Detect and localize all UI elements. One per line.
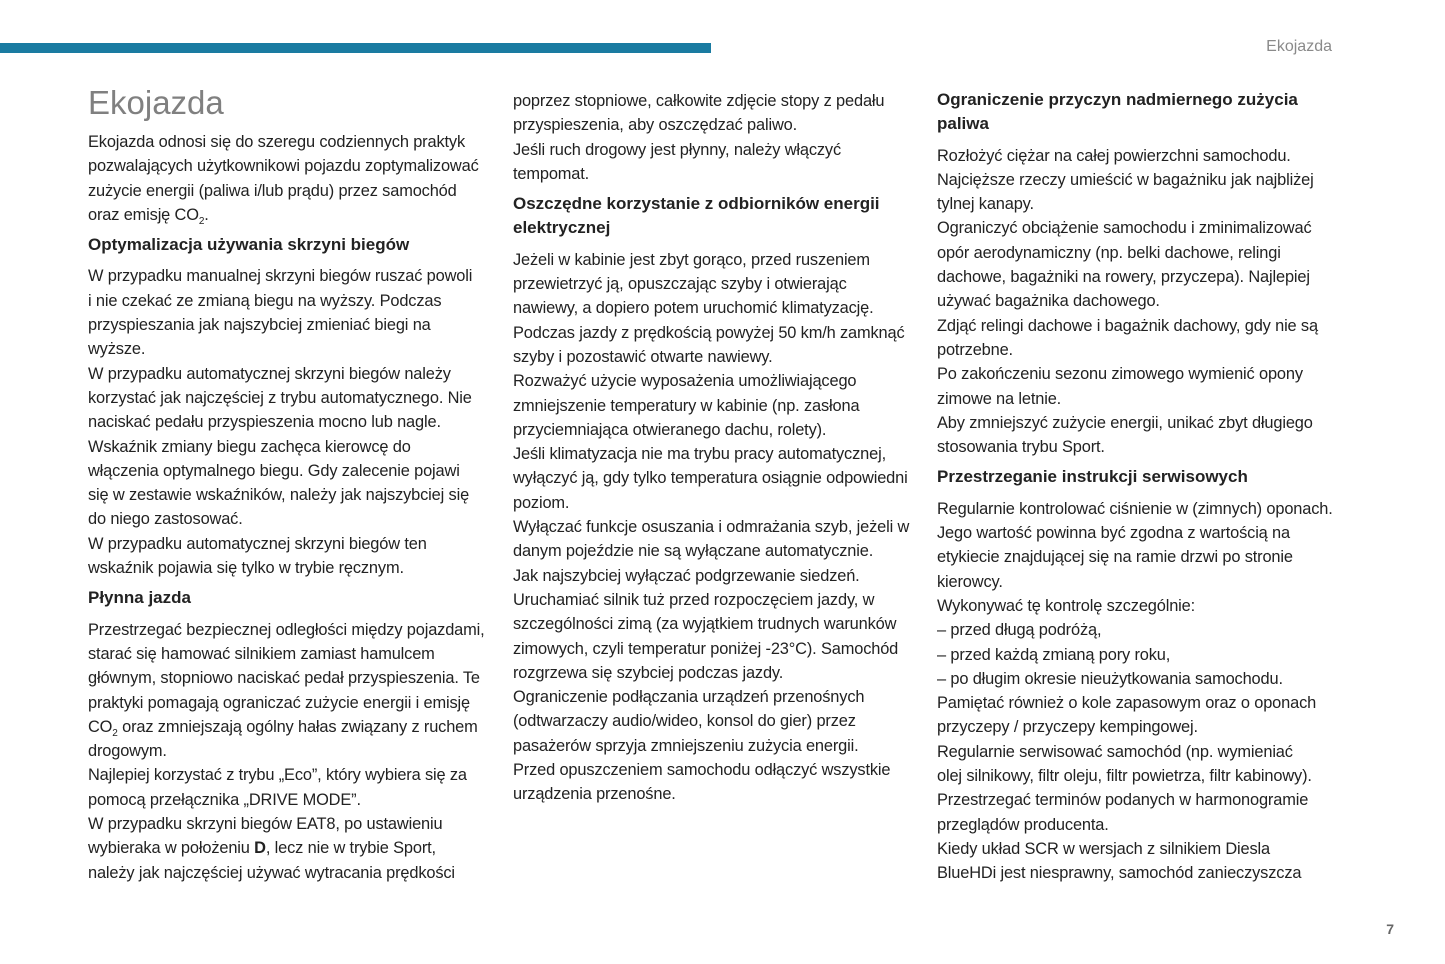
text-line: zużycie energii (paliwa i/lub prądu) przez samochód <box>88 181 457 200</box>
text-line <box>88 203 498 227</box>
text-line: Rozłożyć ciężar na całej powierzchni samochodu. <box>937 146 1291 165</box>
text-line: przeglądów producenta. <box>937 815 1109 834</box>
text-line: Zdjąć relingi dachowe i bagażnik dachowy, gdy nie są <box>937 316 1318 335</box>
text-line: należy jak najczęściej używać wytracania prędkości <box>88 863 455 882</box>
text-line: W przypadku manualnej skrzyni biegów ruszać powoli <box>88 267 473 286</box>
text-line: Jeśli ruch drogowy jest płynny, należy włączyć <box>513 140 842 159</box>
text-line: szyby i pozostawić otwarte nawiewy. <box>513 347 773 366</box>
text-line: głównym, stopniowo naciskać pedał przyspieszenia. Te <box>88 669 480 688</box>
heading-line: Płynna jazda <box>88 588 191 608</box>
text-line: Wskaźnik zmiany biegu zachęca kierowcę do <box>88 437 411 456</box>
text-line: przewietrzyć ją, opuszczając szyby i otwierając <box>513 275 847 294</box>
text-line: Ograniczenie podłączania urządzeń przenośnych <box>513 688 865 707</box>
text-line: Ograniczyć obciążenie samochodu i zminimalizować <box>937 219 1312 238</box>
accent-bar <box>0 43 711 53</box>
section-heading <box>513 192 923 241</box>
text-line: się w zestawie wskaźników, należy jak najszybciej się <box>88 486 470 505</box>
text-line <box>88 836 498 860</box>
paragraph <box>513 89 923 186</box>
text-line: Pamiętać również o kole zapasowym oraz o oponach <box>937 694 1317 713</box>
text-line: wskaźnik pojawia się tylko w trybie ręcznym. <box>88 559 404 578</box>
text-line: Jego wartość powinna być zgodna z wartością na <box>937 524 1290 543</box>
text-line: urządzenia przenośne. <box>513 785 676 804</box>
text-line: pasażerów sprzyja zmniejszeniu zużycia energii. <box>513 736 859 755</box>
subscript: 2 <box>198 215 205 227</box>
text-line: W przypadku automatycznej skrzyni biegów należy <box>88 364 451 383</box>
text-line: włączenia optymalnego biegu. Gdy zalecenie pojawi <box>88 461 460 480</box>
text-line: dachowe, bagażniki na rowery, przyczepa). Najlepiej <box>937 268 1310 287</box>
paragraph <box>937 497 1347 886</box>
column-3 <box>937 88 1347 886</box>
heading-line: paliwa <box>937 114 989 134</box>
text-line: korzystać jak najczęściej z trybu automatycznego. Nie <box>88 388 472 407</box>
section-heading <box>937 465 1347 489</box>
text-line: przyczepy / przyczepy kempingowej. <box>937 718 1198 737</box>
text-segment: oraz emisję CO <box>88 205 199 224</box>
text-line: kierowcy. <box>937 572 1003 591</box>
text-line: – po długim okresie nieużytkowania samochodu. <box>937 669 1283 688</box>
page-number: 7 <box>1386 921 1394 937</box>
text-line: przyspieszania jak najszybciej zmieniać biegi na <box>88 316 431 335</box>
text-line: BlueHDi jest niesprawny, samochód zanieczyszcza <box>937 864 1302 883</box>
text-line: etykiecie znajdującej się na ramie drzwi po stronie <box>937 548 1293 567</box>
text-line: W przypadku automatycznej skrzyni biegów ten <box>88 534 427 553</box>
page-title: Ekojazda <box>88 84 224 121</box>
text-line: poziom. <box>513 493 570 512</box>
text-line: pomocą przełącznika „DRIVE MODE”. <box>88 790 361 809</box>
column-2 <box>513 89 923 807</box>
text-line: Jeśli klimatyzacja nie ma trybu pracy automatycznej, <box>513 445 886 464</box>
heading-line: Oszczędne korzystanie z odbiorników energii <box>513 194 880 214</box>
heading-line: Ograniczenie przyczyn nadmiernego zużycia <box>937 90 1298 109</box>
heading-line: Optymalizacja używania skrzyni biegów <box>88 235 410 255</box>
text-line: do niego zastosować. <box>88 510 243 529</box>
text-line: wyższe. <box>88 340 146 359</box>
paragraph <box>513 248 923 807</box>
text-line: Najcięższe rzeczy umieścić w bagażniku jak najbliżej <box>937 170 1314 189</box>
section-heading <box>88 233 498 257</box>
section-heading <box>88 586 498 610</box>
text-segment: wybieraka w położeniu <box>88 839 255 858</box>
running-header: Ekojazda <box>1266 38 1332 55</box>
subscript: 2 <box>112 727 118 739</box>
text-line: Ekojazda odnosi się do szeregu codziennych praktyk <box>88 133 465 151</box>
paragraph <box>937 144 1347 460</box>
text-line: tylnej kanapy. <box>937 195 1034 214</box>
text-line: naciskać pedału przyspieszenia mocno lub nagle. <box>88 413 441 432</box>
text-line: poprzez stopniowe, całkowite zdjęcie stopy z pedału <box>513 92 885 110</box>
text-line: wyłączyć ją, gdy tylko temperatura osiągnie odpowiedni <box>513 469 908 488</box>
section-heading <box>937 88 1347 137</box>
heading-line: Przestrzeganie instrukcji serwisowych <box>937 467 1248 487</box>
paragraph <box>88 264 498 580</box>
text-line: danym pojeździe nie są wyłączane automatycznie. <box>513 542 874 561</box>
text-line: przyciemniająca otwieranego dachu, rolety). <box>513 420 827 439</box>
text-line: Kiedy układ SCR w wersjach z silnikiem Diesla <box>937 839 1271 858</box>
text-line: olej silnikowy, filtr oleju, filtr powietrza, filtr kabinowy). <box>937 767 1312 786</box>
text-line <box>88 715 498 739</box>
text-line: stosowania trybu Sport. <box>937 438 1105 457</box>
text-segment: . <box>204 205 209 224</box>
text-line: i nie czekać ze zmianą biegu na wyższy. Podczas <box>88 291 442 310</box>
bold-text: D <box>254 839 266 858</box>
text-line: Wykonywać tę kontrolę szczególnie: <box>937 596 1196 615</box>
text-line: przyspieszenia, aby oszczędzać paliwo. <box>513 116 798 135</box>
text-line: Jeżeli w kabinie jest zbyt gorąco, przed ruszeniem <box>513 250 870 269</box>
text-line: Podczas jazdy z prędkością powyżej 50 km/h zamknąć <box>513 323 905 342</box>
text-line: zmniejszenie temperatury w kabinie (np. zasłona <box>513 396 860 415</box>
text-line: szczególności zimą (za wyjątkiem trudnych warunków <box>513 615 897 634</box>
text-line: nawiewy, a dopiero potem uruchomić klimatyzację. <box>513 299 874 318</box>
text-line: Po zakończeniu sezonu zimowego wymienić opony <box>937 365 1303 384</box>
paragraph <box>88 618 498 885</box>
text-line: Wyłączać funkcje osuszania i odmrażania szyb, jeżeli w <box>513 518 910 537</box>
text-line: zimowych, czyli temperatur poniżej -23°C). Samochód <box>513 639 899 658</box>
text-line: Uruchamiać silnik tuż przed rozpoczęciem jazdy, w <box>513 590 875 609</box>
column-1 <box>88 82 498 885</box>
text-line: opór aerodynamiczny (np. belki dachowe, relingi <box>937 243 1281 262</box>
text-line: (odtwarzaczy audio/wideo, konsol do gier) przez <box>513 712 856 731</box>
text-line: tempomat. <box>513 164 590 183</box>
text-line: Regularnie kontrolować ciśnienie w (zimnych) oponach. <box>937 499 1333 518</box>
text-line: Regularnie serwisować samochód (np. wymieniać <box>937 742 1293 761</box>
text-line: Przed opuszczeniem samochodu odłączyć wszystkie <box>513 761 891 780</box>
text-segment: oraz zmniejszają ogólny hałas związany z ruchem <box>117 717 478 736</box>
text-segment: CO <box>88 717 113 736</box>
text-line: zimowe na letnie. <box>937 389 1062 408</box>
text-line: potrzebne. <box>937 340 1013 359</box>
text-line: Najlepiej korzystać z trybu „Eco”, który wybiera się za <box>88 766 467 785</box>
text-line: W przypadku skrzyni biegów EAT8, po ustawieniu <box>88 815 443 834</box>
text-line: – przed długą podróżą, <box>937 621 1102 640</box>
text-line: drogowym. <box>88 742 167 761</box>
text-line: Przestrzegać terminów podanych w harmonogramie <box>937 791 1309 810</box>
text-line: używać bagażnika dachowego. <box>937 292 1160 311</box>
text-line: Rozważyć użycie wyposażenia umożliwiającego <box>513 372 857 391</box>
text-segment: , lecz nie w trybie Sport, <box>265 839 436 858</box>
text-line: pozwalających użytkownikowi pojazdu zoptymalizować <box>88 157 479 176</box>
text-line: rozgrzewa się szybciej podczas jazdy. <box>513 663 784 682</box>
paragraph <box>88 130 498 227</box>
text-line: Jak najszybciej wyłączać podgrzewanie siedzeń. <box>513 566 860 585</box>
text-line: – przed każdą zmianą pory roku, <box>937 645 1171 664</box>
text-line: Aby zmniejszyć zużycie energii, unikać zbyt długiego <box>937 413 1313 432</box>
text-line: starać się hamować silnikiem zamiast hamulcem <box>88 644 435 663</box>
text-line: Przestrzegać bezpiecznej odległości między pojazdami, <box>88 620 485 639</box>
heading-line: elektrycznej <box>513 218 611 238</box>
text-line: praktyki pomagają ograniczać zużycie energii i emisję <box>88 693 470 712</box>
